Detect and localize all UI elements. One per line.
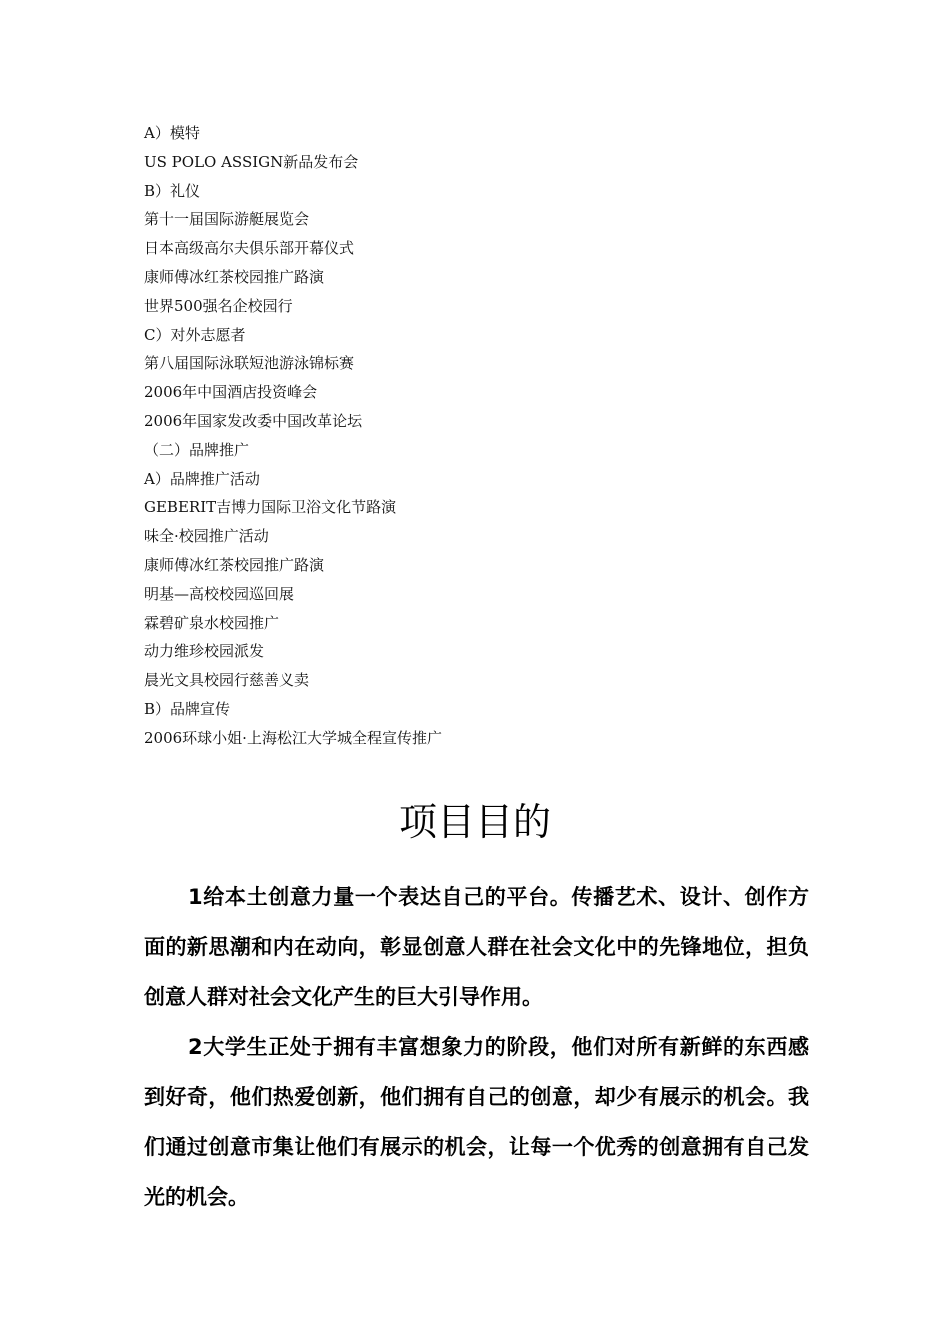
list-line: C）对外志愿者 xyxy=(144,325,246,344)
list-line: 霖碧矿泉水校园推广 xyxy=(144,613,280,632)
list-line: 第十一届国际游艇展览会 xyxy=(144,210,310,229)
list-line: 味全·校园推广活动 xyxy=(144,527,269,546)
list-line: 2006环球小姐·上海松江大学城全程宣传推广 xyxy=(144,728,442,747)
list-line: 日本高级高尔夫俱乐部开幕仪式 xyxy=(144,239,355,258)
section-title: 项目目的 xyxy=(398,800,551,844)
list-line: US POLO ASSIGN新品发布会 xyxy=(144,152,359,171)
list-line: 康师傅冰红茶校园推广路演 xyxy=(144,267,325,286)
list-line: 世界500强名企校园行 xyxy=(144,296,293,315)
list-line: 动力维珍校园派发 xyxy=(144,642,265,661)
list-line: GEBERIT吉博力国际卫浴文化节路演 xyxy=(144,498,397,517)
list-line: 康师傅冰红茶校园推广路演 xyxy=(144,555,325,574)
list-line: 第八届国际泳联短池游泳锦标赛 xyxy=(144,354,355,373)
purpose-paragraph-2: 2大学生正处于拥有丰富想象力的阶段，他们对所有新鲜的东西感到好奇，他们热爱创新，他们拥有自己的创意，却少有展示的机会。我们通过创意市集让他们有展示的机会，让每一个优秀的创意拥有自己发光的机会。 xyxy=(144,1035,809,1209)
list-line: A）模特 xyxy=(144,124,200,142)
list-line: A）品牌推广活动 xyxy=(144,469,260,488)
purpose-paragraph-1: 1给本土创意力量一个表达自己的平台。传播艺术、设计、创作方面的新思潮和内在动向，彰显创意人群在社会文化中的先锋地位，担负创意人群对社会文化产生的巨大引导作用。 xyxy=(144,885,809,1009)
list-line: 2006年国家发改委中国改革论坛 xyxy=(144,411,363,430)
list-line: 晨光文具校园行慈善义卖 xyxy=(144,671,310,690)
list-line: B）品牌宣传 xyxy=(144,699,231,718)
list-line: 明基—高校校园巡回展 xyxy=(144,584,295,603)
activity-list xyxy=(144,119,824,753)
list-line: （二）品牌推广 xyxy=(144,440,250,459)
list-line: B）礼仪 xyxy=(144,181,201,200)
list-line: 2006年中国酒店投资峰会 xyxy=(144,383,318,402)
